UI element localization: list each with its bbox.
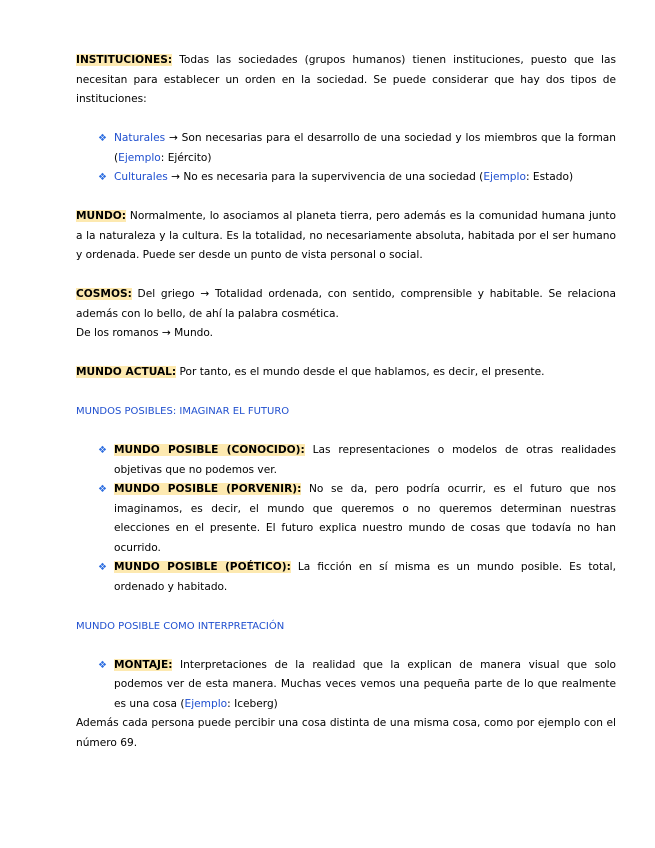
ejemplo-label: Ejemplo [118, 151, 161, 164]
list-item [98, 480, 616, 558]
document-page [76, 51, 616, 753]
item-term: Naturales [114, 132, 166, 144]
list-item [98, 656, 616, 715]
item-text: Las representaciones o modelos de otras realidades objetivas que no podemos ver. [114, 444, 616, 476]
diamond-bullet-icon: ❖ [98, 562, 107, 573]
mundo-term: MUNDO: [76, 210, 127, 222]
mundo-paragraph [76, 207, 616, 266]
item-term: MUNDO POSIBLE (PORVENIR): [114, 483, 302, 495]
item-term: MUNDO POSIBLE (POÉTICO): [114, 561, 291, 573]
list-item [98, 558, 616, 597]
cosmos-text: Del griego → Totalidad ordenada, con sentido, comprensible y habitable. Se relaciona además con lo bello, de ahí la palabra cosmética. [76, 288, 616, 320]
cosmos-line2: De los romanos → Mundo. [76, 327, 214, 339]
instituciones-term: INSTITUCIONES: [76, 54, 173, 66]
diamond-bullet-icon: ❖ [98, 659, 107, 671]
mundo-actual-term: MUNDO ACTUAL: [76, 366, 177, 378]
mundos-posibles-list [76, 441, 616, 597]
section-heading-interpretacion: MUNDO POSIBLE COMO INTERPRETACIÓN [76, 620, 285, 632]
list-item [98, 168, 616, 188]
interpretacion-list [76, 656, 616, 715]
ejemplo-text: : Iceberg) [227, 697, 278, 710]
instituciones-list [76, 129, 616, 188]
cosmos-paragraph [76, 285, 616, 324]
diamond-bullet-icon: ❖ [98, 484, 107, 495]
mundo-actual-paragraph [76, 363, 616, 383]
list-item [98, 441, 616, 480]
list-item [98, 129, 616, 168]
item-term: MONTAJE: [114, 658, 173, 671]
item-term: Culturales [114, 171, 168, 183]
closing-paragraph: Además cada persona puede percibir una cosa distinta de una misma cosa, como por ejemplo con el número 69. [76, 717, 616, 749]
instituciones-paragraph [76, 51, 616, 110]
section-heading-mundos-posibles: MUNDOS POSIBLES: IMAGINAR EL FUTURO [76, 406, 290, 417]
diamond-bullet-icon: ❖ [98, 172, 107, 183]
item-text: Interpretaciones de la realidad que la explican de manera visual que solo podemos ver de esta manera. Muchas veces vemos una pequeña parte de lo que realmente es una cosa ( [114, 658, 616, 710]
ejemplo-text: : Ejército) [160, 151, 212, 164]
cosmos-term: COSMOS: [76, 288, 132, 300]
diamond-bullet-icon: ❖ [98, 445, 107, 456]
item-text: No se da, pero podría ocurrir, es el futuro que nos imaginamos, es decir, el mundo que queremos o no queremos determinan nuestras elecciones en el presente. El futuro explica nuestro mundo de cosas que todavía no han ocurrido. [114, 483, 616, 554]
ejemplo-label: Ejemplo [184, 697, 228, 710]
item-text: La ficción en sí misma es un mundo posible. Es total, ordenado y habitado. [114, 561, 616, 593]
mundo-actual-text: Por tanto, es el mundo desde el que hablamos, es decir, el presente. [176, 366, 545, 378]
item-text: → No es necesaria para la supervivencia de una sociedad ( [167, 171, 484, 183]
mundo-text: Normalmente, lo asociamos al planeta tierra, pero además es la comunidad humana junto a la naturaleza y la cultura. Es la totalidad, no necesariamente absoluta, habitada por el ser humano y ordenada. Puede ser desde un punto de vista personal o social. [76, 210, 616, 261]
diamond-bullet-icon: ❖ [98, 133, 107, 144]
ejemplo-label: Ejemplo [483, 171, 526, 183]
ejemplo-text: : Estado) [525, 171, 574, 183]
item-term: MUNDO POSIBLE (CONOCIDO): [114, 444, 305, 456]
instituciones-text: Todas las sociedades (grupos humanos) tienen instituciones, puesto que las necesitan para establecer un orden en la sociedad. Se puede considerar que hay dos tipos de instituciones: [76, 54, 616, 105]
item-text: → Son necesarias para el desarrollo de una sociedad y los miembros que la forman ( [114, 132, 616, 164]
